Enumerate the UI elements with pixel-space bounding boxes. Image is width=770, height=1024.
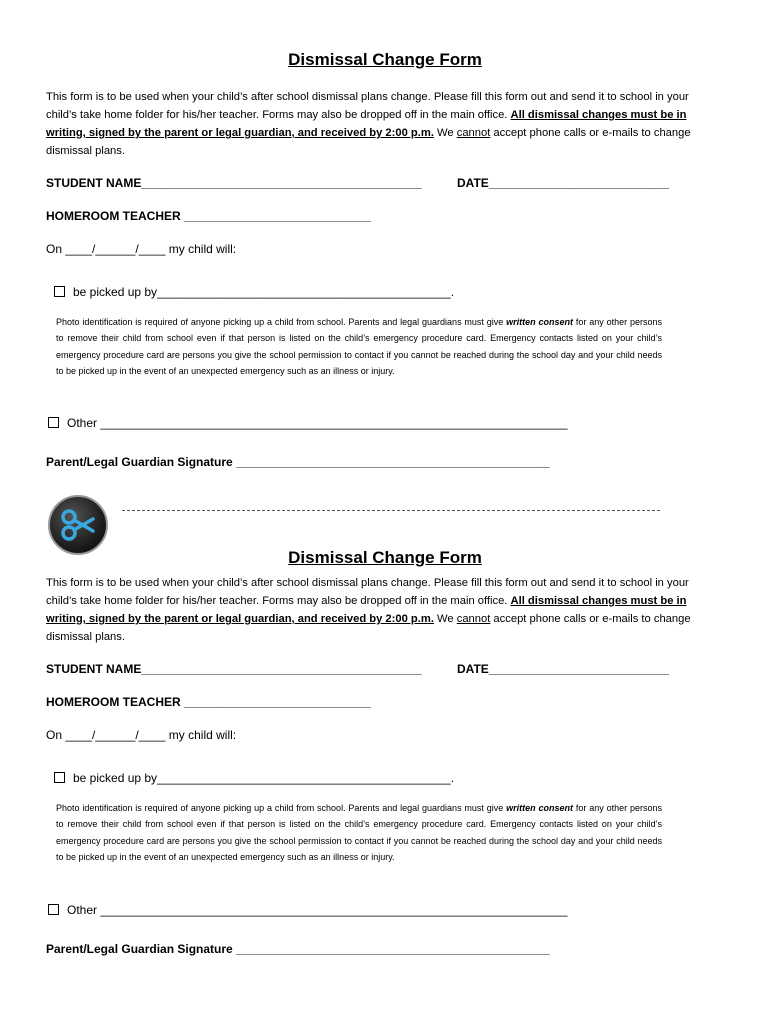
date-field[interactable]: DATE___________________________ (457, 176, 669, 190)
date-field[interactable]: DATE___________________________ (457, 662, 669, 676)
photo-id-notice: Photo identification is required of anyone picking up a child from school. Parents and legal guardians must give written consent for any other persons to remove their child from school even if that person is listed on the child’s emergency procedure card. Emergency contacts listed on your child’s emergency procedure card are persons you give the school permission to contact if you cannot be reached during the school day and your child needs to be picked up in the event of an unexpected emergency such as an illness or injury. (56, 317, 662, 376)
date-on-field[interactable]: On ____/______/____ my child will: (46, 242, 237, 256)
form-intro: This form is to be used when your child’s after school dismissal plans change. Please fill this form out and send it to school in your child’s take home folder for his/her teacher. Forms may also be dropped off in the main office. All dismissal changes must be in writing, signed by the parent or legal guardian, and received by 2:00 p.m. We cannot accept phone calls or e-mails to change dismissal plans. (46, 91, 691, 157)
photo-id-notice: Photo identification is required of anyone picking up a child from school. Parents and legal guardians must give written consent for any other persons to remove their child from school even if that person is listed on the child’s emergency procedure card. Emergency contacts listed on your child’s emergency procedure card are persons you give the school permission to contact if you cannot be reached during the school day and your child needs to be picked up in the event of an unexpected emergency such as an illness or injury. (56, 803, 662, 862)
homeroom-teacher-field[interactable]: HOMEROOM TEACHER ____________________________ (46, 209, 371, 223)
form-title: Dismissal Change Form (288, 50, 482, 69)
other-option[interactable]: Other ______________________________________________________________________ (48, 903, 568, 917)
other-checkbox[interactable] (48, 904, 59, 915)
pickup-option[interactable]: be picked up by____________________________________________. (54, 285, 454, 299)
signature-field[interactable]: Parent/Legal Guardian Signature _______________________________________________ (46, 455, 550, 469)
signature-field[interactable]: Parent/Legal Guardian Signature _______________________________________________ (46, 942, 550, 956)
student-name-field[interactable]: STUDENT NAME__________________________________________ (46, 662, 422, 676)
other-option[interactable]: Other ______________________________________________________________________ (48, 416, 568, 430)
form-title: Dismissal Change Form (288, 548, 482, 567)
form-intro: This form is to be used when your child’s after school dismissal plans change. Please fill this form out and send it to school in your child’s take home folder for his/her teacher. Forms may also be dropped off in the main office. All dismissal changes must be in writing, signed by the parent or legal guardian, and received by 2:00 p.m. We cannot accept phone calls or e-mails to change dismissal plans. (46, 577, 691, 643)
pickup-checkbox[interactable] (54, 772, 65, 783)
other-checkbox[interactable] (48, 417, 59, 428)
date-on-field[interactable]: On ____/______/____ my child will: (46, 728, 237, 742)
homeroom-teacher-field[interactable]: HOMEROOM TEACHER ____________________________ (46, 695, 371, 709)
scissors-icon (48, 495, 108, 555)
cut-line (122, 510, 660, 511)
pickup-option[interactable]: be picked up by____________________________________________. (54, 771, 454, 785)
pickup-checkbox[interactable] (54, 286, 65, 297)
student-name-field[interactable]: STUDENT NAME__________________________________________ (46, 176, 422, 190)
